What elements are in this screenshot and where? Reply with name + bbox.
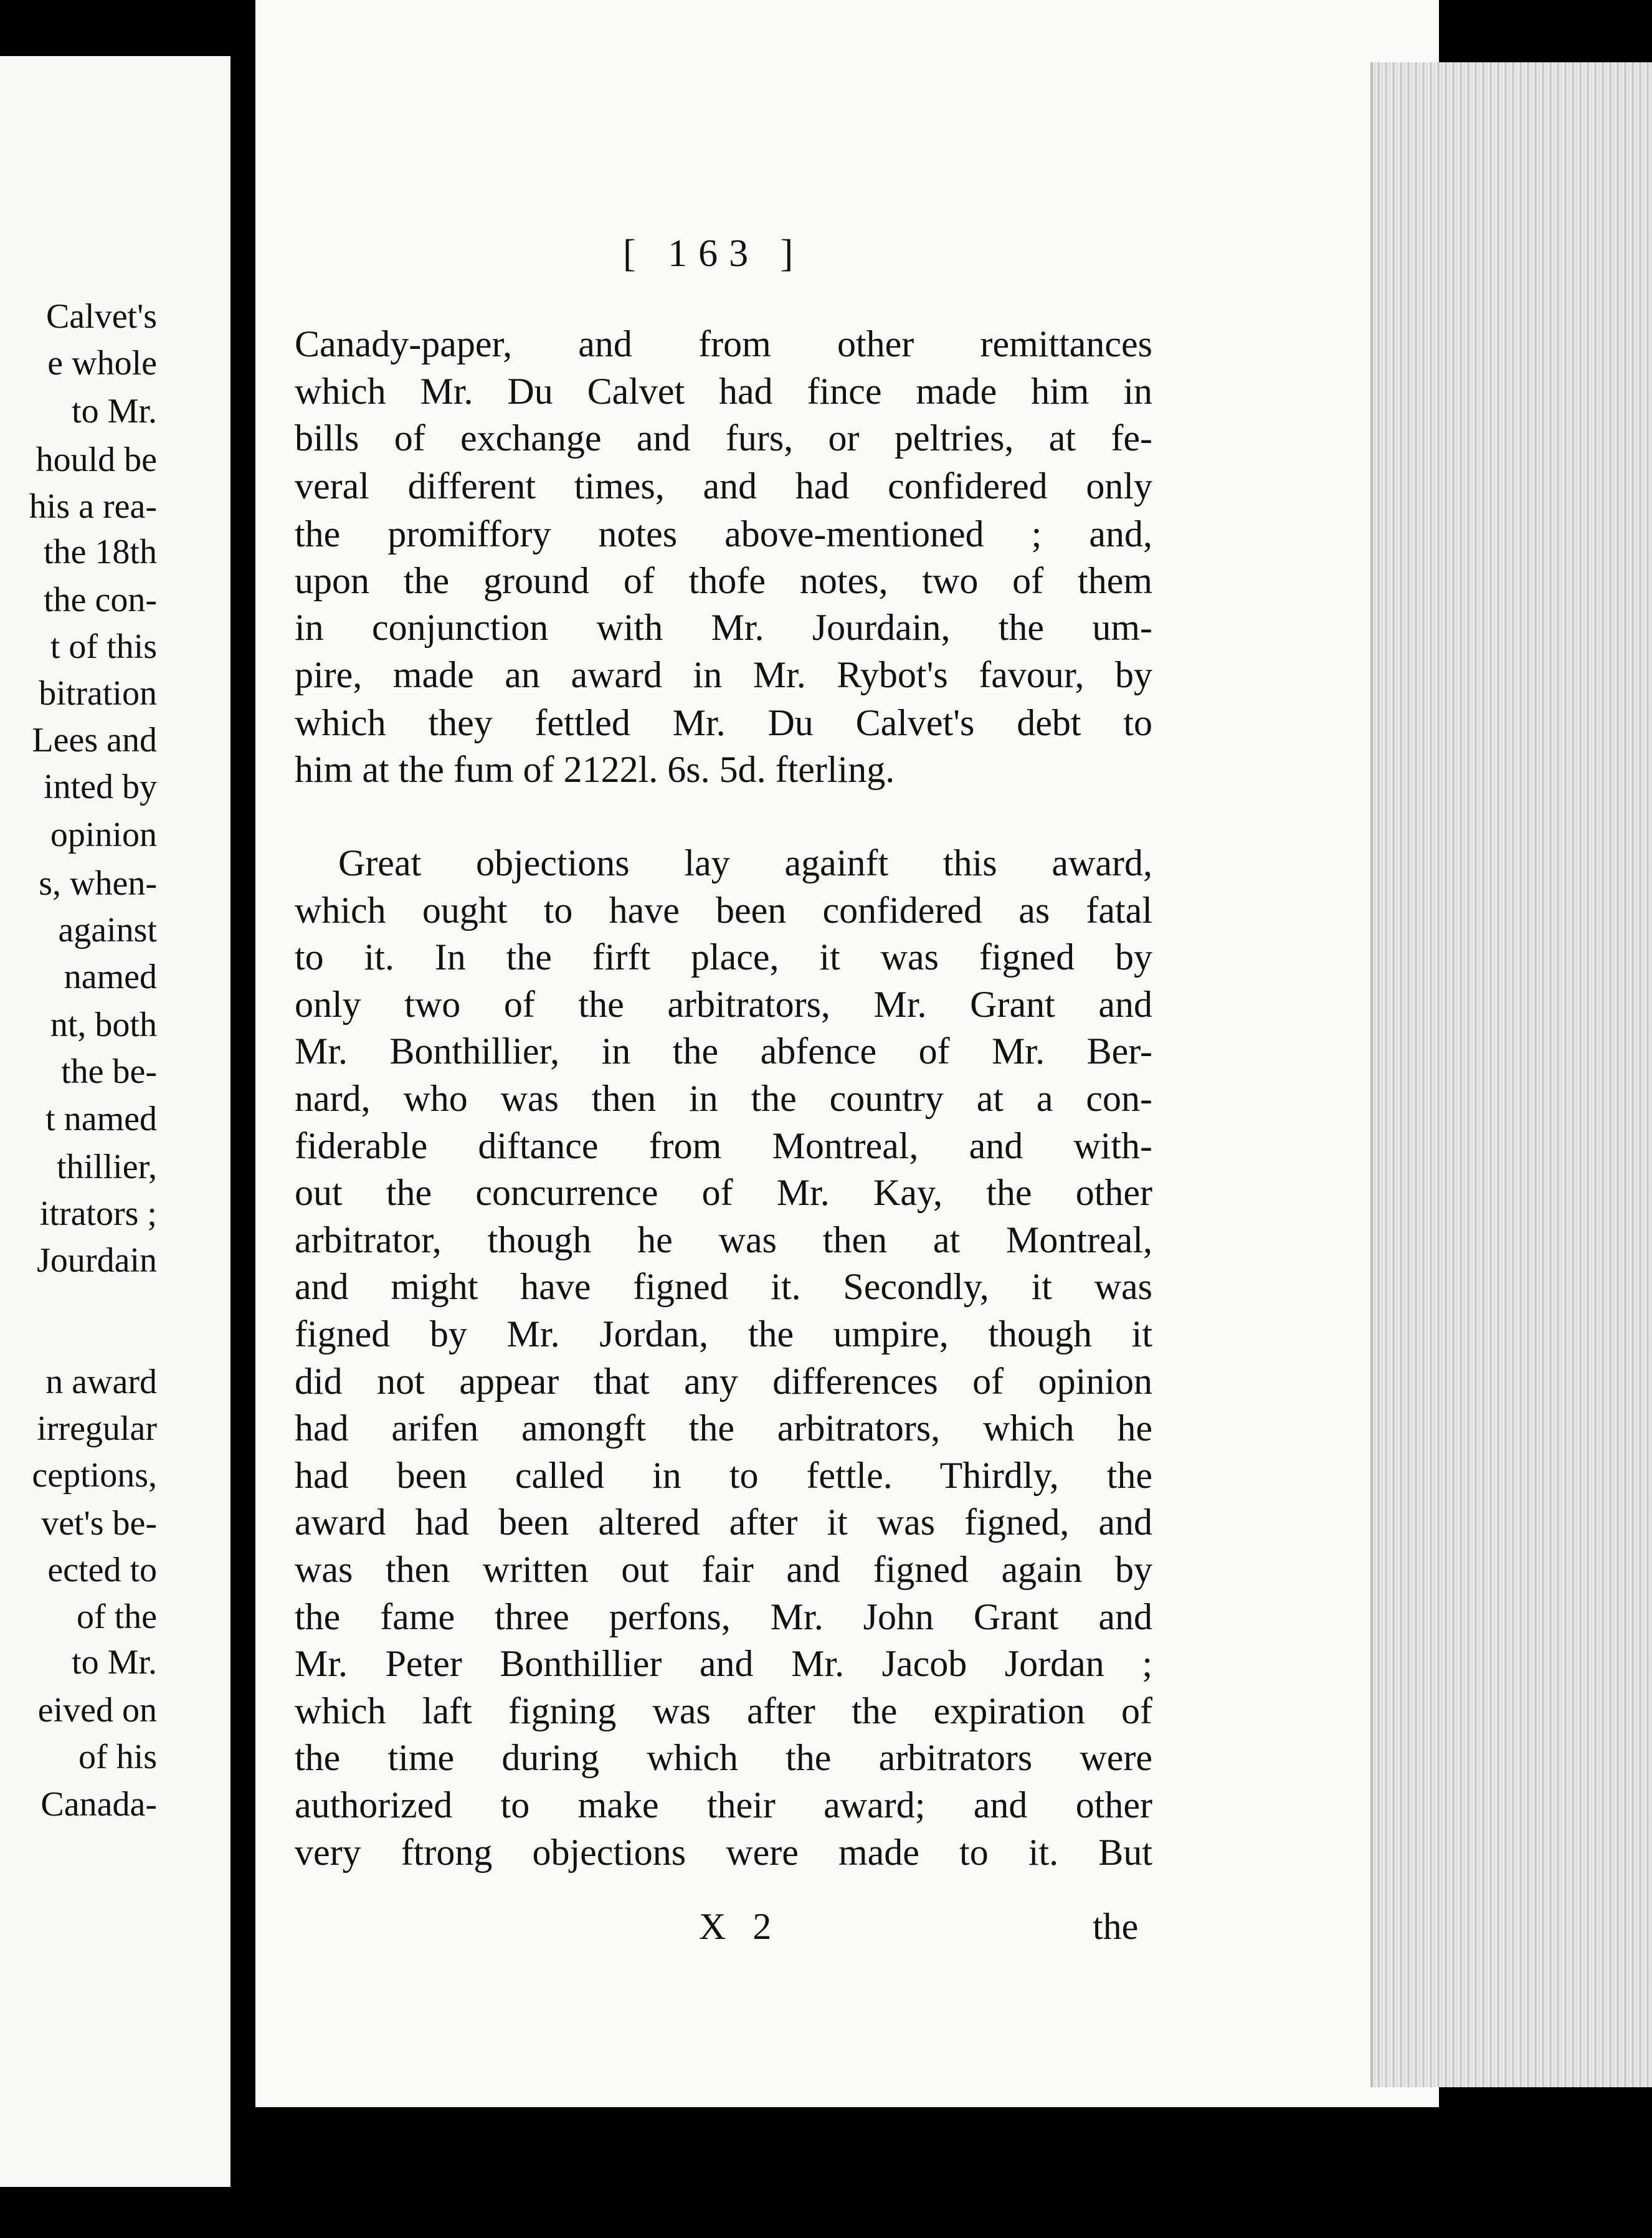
paragraph-2-line: to it. In the firft place, it was figned by — [295, 936, 1152, 978]
left-page-line: eived on — [37, 1691, 157, 1730]
left-page-line: Lees and — [32, 721, 157, 759]
paragraph-2-line: figned by Mr. Jordan, the umpire, though it — [295, 1313, 1152, 1355]
paragraph-2-line: nard, who was then in the country at a con- — [295, 1078, 1152, 1119]
left-page-line: ceptions, — [32, 1456, 157, 1495]
left-page-line: s, when- — [39, 864, 157, 903]
left-page-line: thillier, — [56, 1148, 157, 1186]
left-page-line: hould be — [36, 440, 157, 479]
paragraph-1-line: pire, made an award in Mr. Rybot's favour, by — [295, 654, 1152, 695]
paragraph-2-line: was then written out fair and figned again by — [295, 1549, 1152, 1590]
left-page-line: to Mr. — [72, 392, 157, 431]
left-page-line: Jourdain — [37, 1241, 157, 1280]
paragraph-2-line: very ftrong objections were made to it. But — [295, 1832, 1152, 1873]
left-page-line: vet's be- — [41, 1504, 157, 1543]
left-page-line: itrators ; — [39, 1194, 157, 1233]
paragraph-1-line: the promiffory notes above-mentioned ; and, — [295, 513, 1152, 555]
paragraph-2-line: arbitrator, though he was then at Montreal, — [295, 1219, 1152, 1260]
paragraph-2-line: Great objections lay againft this award, — [338, 842, 1152, 883]
paragraph-2-line: fiderable diftance from Montreal, and with- — [295, 1125, 1152, 1166]
left-page-line: e whole — [47, 344, 157, 383]
left-page-line: Calvet's — [45, 297, 157, 336]
paragraph-2-line: which laft figning was after the expiration of — [295, 1690, 1152, 1731]
left-page-line: named — [64, 958, 157, 996]
left-page-line: to Mr. — [72, 1643, 157, 1682]
paragraph-1-line: him at the fum of 2122l. 6s. 5d. fterling. — [295, 749, 895, 790]
left-page-line: his a rea- — [29, 487, 157, 526]
catchword: the — [1093, 1906, 1139, 1947]
paragraph-1-line: upon the ground of thofe notes, two of them — [295, 560, 1152, 601]
paragraph-2-line: had arifen amongft the arbitrators, which he — [295, 1407, 1152, 1449]
left-page-line: n award — [45, 1363, 157, 1401]
left-page-line: bitration — [39, 674, 157, 713]
paragraph-2-line: the time during which the arbitrators were — [295, 1737, 1152, 1778]
paragraph-2-line: authorized to make their award; and other — [295, 1784, 1152, 1826]
paragraph-2-line: award had been altered after it was figned, and — [295, 1502, 1152, 1543]
left-page-line: irregular — [37, 1409, 157, 1448]
page-edges — [1370, 62, 1652, 2087]
paragraph-1-line: which Mr. Du Calvet had fince made him in — [295, 371, 1152, 412]
left-page-line: nt, both — [50, 1006, 157, 1044]
left-page-line: t named — [45, 1100, 157, 1138]
paragraph-1-line: Canady-paper, and from other remittances — [295, 323, 1152, 364]
paragraph-2-line: which ought to have been confidered as fatal — [295, 890, 1152, 931]
paragraph-2-line: only two of the arbitrators, Mr. Grant and — [295, 984, 1152, 1025]
paragraph-2-line: and might have figned it. Secondly, it was — [295, 1266, 1152, 1307]
paragraph-2-line: did not appear that any differences of opinion — [295, 1361, 1152, 1402]
paragraph-1-line: bills of exchange and furs, or peltries, at fe- — [295, 417, 1152, 459]
paragraph-2-line: had been called in to fettle. Thirdly, the — [295, 1455, 1152, 1496]
paragraph-2-line: Mr. Bonthillier, in the abfence of Mr. Ber- — [295, 1031, 1152, 1072]
left-page-line: the con- — [44, 581, 157, 619]
paragraph-1-line: veral different times, and had confidered only — [295, 465, 1152, 507]
left-page-line: opinion — [50, 816, 157, 854]
page-bottom-shadow — [255, 2107, 1652, 2238]
book-gutter — [230, 25, 255, 2238]
paragraph-2-line: the fame three perfons, Mr. John Grant and — [295, 1596, 1152, 1637]
left-page-line: of his — [78, 1738, 157, 1776]
paragraph-1-line: in conjunction with Mr. Jourdain, the um- — [295, 607, 1152, 648]
left-page-line: against — [58, 911, 157, 950]
left-page-line: the 18th — [44, 533, 157, 571]
paragraph-1-line: which they fettled Mr. Du Calvet's debt to — [295, 702, 1152, 743]
left-page-line: Canada- — [40, 1785, 157, 1824]
paragraph-2-line: Mr. Peter Bonthillier and Mr. Jacob Jordan ; — [295, 1643, 1152, 1684]
paragraph-2-line: out the concurrence of Mr. Kay, the other — [295, 1172, 1152, 1213]
page-number: [ 163 ] — [623, 232, 805, 275]
left-page-line: t of this — [50, 627, 157, 666]
left-page-line: ected to — [47, 1551, 157, 1589]
left-facing-page — [0, 56, 230, 2187]
signature-mark: X 2 — [699, 1906, 781, 1947]
left-page-line: of the — [76, 1598, 157, 1636]
left-page-line: inted by — [44, 768, 157, 806]
left-page-line: the be- — [61, 1052, 157, 1091]
